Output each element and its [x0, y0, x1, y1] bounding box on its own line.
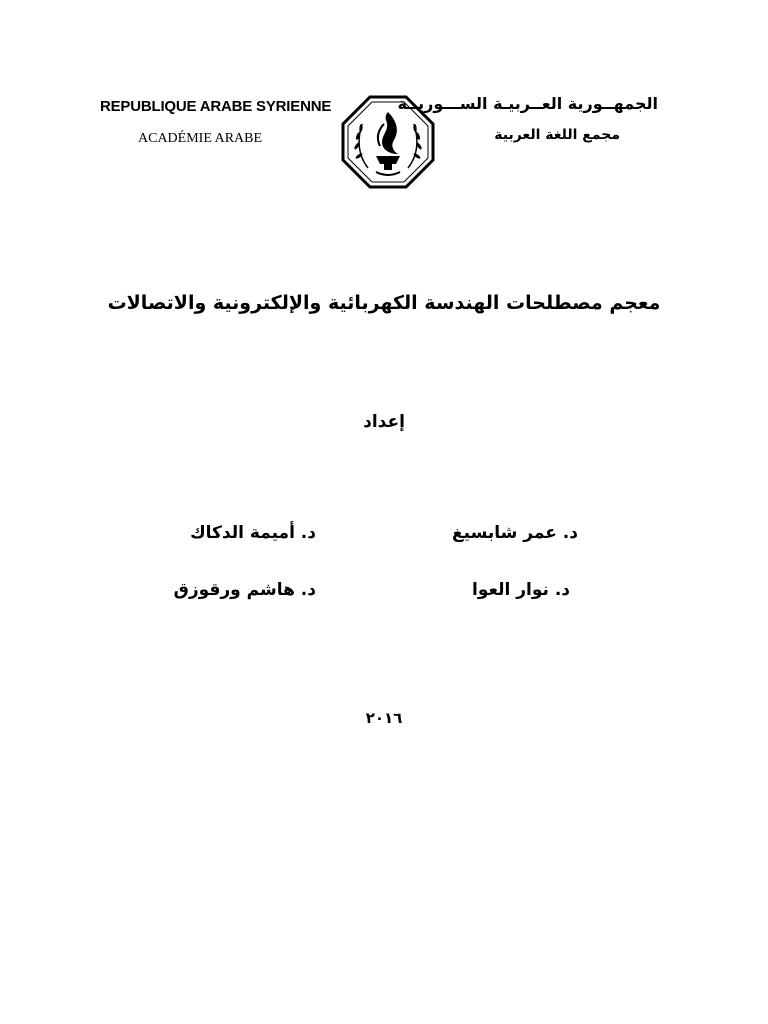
header-french-subtitle: ACADÉMIE ARABE [138, 131, 263, 146]
prepared-by-label: إعداد [363, 412, 405, 432]
publication-year: ٢٠١٦ [365, 709, 403, 727]
header-arabic-title: الجمهــورية العــربيـة الســـوريــة [397, 94, 658, 113]
author-name: د. هاشم ورقوزق [173, 580, 316, 600]
header-arabic-subtitle: مجمع اللغة العربية [494, 127, 620, 143]
author-name: د. أميمة الدكاك [190, 523, 316, 543]
document-title: معجم مصطلحات الهندسة الكهربائية والإلكترونية والاتصالات [107, 292, 661, 314]
author-name: د. عمر شابسيغ [452, 523, 578, 543]
header-french-title: REPUBLIQUE ARABE SYRIENNE [100, 98, 332, 115]
author-name: د. نوار العوا [472, 580, 570, 600]
